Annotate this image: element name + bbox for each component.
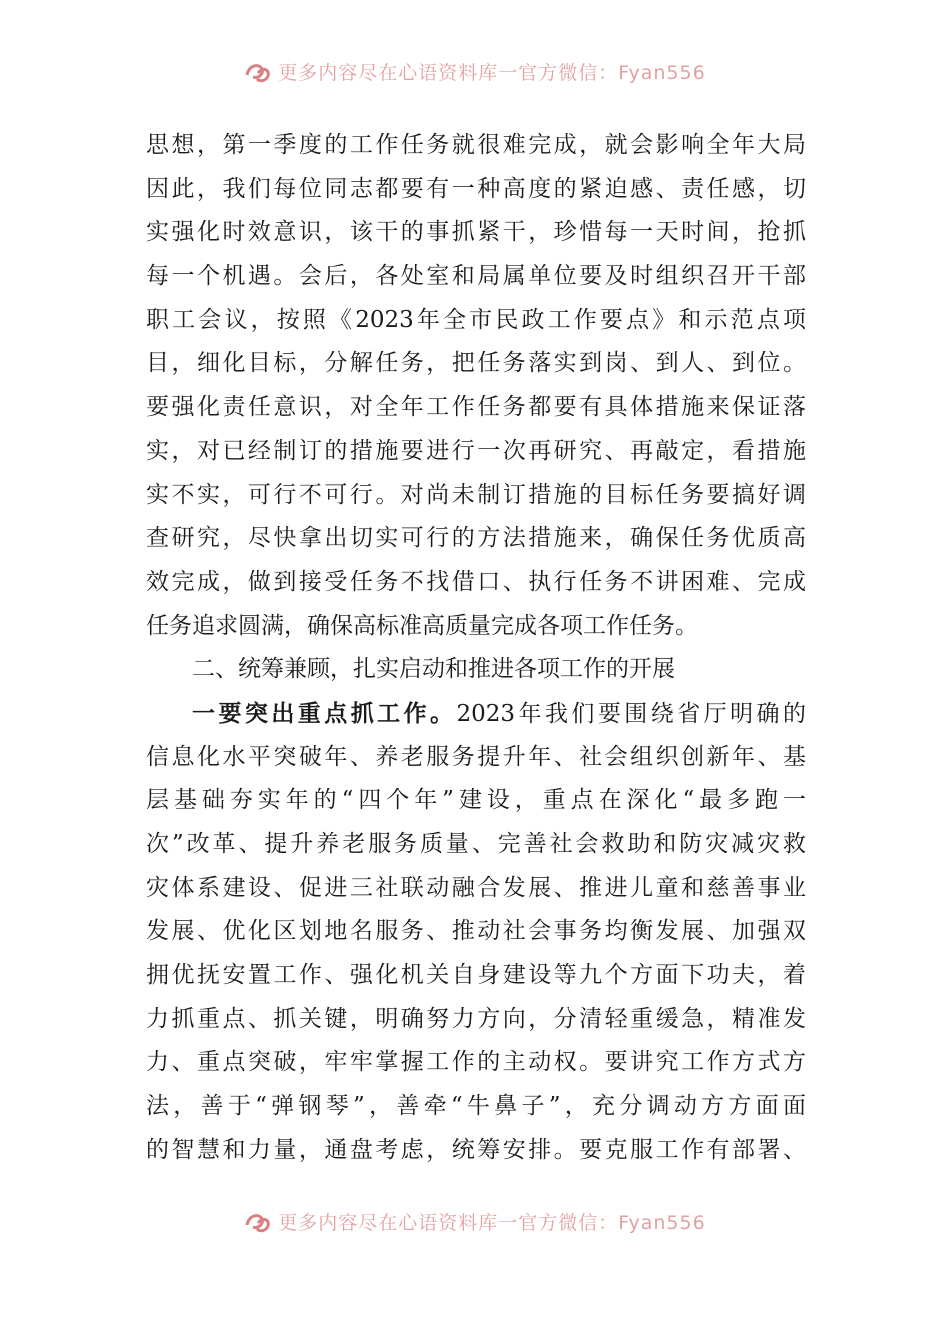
paragraph-first-line [146,692,806,736]
footer-watermark [0,1208,950,1235]
text-line: 职工会议，按照《2023年全市民政工作要点》和示范点项 [146,306,806,333]
text-line: 效完成，做到接受任务不找借口、执行任务不讲困难、完成 [146,568,806,595]
text-line: 灾体系建设、促进三社联动融合发展、推进儿童和慈善事业 [146,874,806,901]
header-watermark [0,58,950,85]
text-line: 拥优抚安置工作、强化机关自身建设等九个方面下功夫，着 [146,962,806,989]
text-line: 力、重点突破，牢牢掌握工作的主动权。要讲究工作方式方 [146,1049,806,1076]
watermark-logo-icon [244,61,272,83]
text-line: 力抓重点、抓关键，明确努力方向，分清轻重缓急，精准发 [146,1005,806,1032]
section-heading: 二、统筹兼顾，扎实启动和推进各项工作的开展 [192,656,675,683]
text-line: 要强化责任意识，对全年工作任务都要有具体措施来保证落 [146,394,806,421]
watermark-text: 更多内容尽在心语资料库一官方微信：Fyan556 [278,62,706,84]
paragraph-lead-bold: 一要突出重点抓工作。 [192,699,457,727]
document-body [146,124,806,1173]
text-line: 思想，第一季度的工作任务就很难完成，就会影响全年大局 [146,132,806,158]
text-line: 目，细化目标，分解任务，把任务落实到岗、到人、到位。 [146,350,806,377]
text-line: 法，善于“弹钢琴”，善牵“牛鼻子”，充分调动方方面面 [146,1093,806,1120]
watermark-text: 更多内容尽在心语资料库一官方微信：Fyan556 [278,1212,706,1234]
text-line: 每一个机遇。会后，各处室和局属单位要及时组织召开干部 [146,263,806,290]
text-line: 实，对已经制订的措施要进行一次再研究、再敲定，看措施 [146,437,806,464]
paragraph-lead-rest: 2023年我们要围绕省厅明确的 [456,700,807,727]
watermark-logo-icon [244,1211,272,1233]
text-line: 实强化时效意识，该干的事抓紧干，珍惜每一天时间，抢抓 [146,219,806,246]
text-line: 实不实，可行不可行。对尚未制订措施的目标任务要搞好调 [146,481,806,508]
text-line: 层基础夯实年的“四个年”建设，重点在深化“最多跑一 [146,787,806,814]
text-line: 因此，我们每位同志都要有一种高度的紧迫感、责任感，切 [146,175,806,202]
text-line: 次”改革、提升养老服务质量、完善社会救助和防灾减灾救 [146,831,806,857]
text-line: 的智慧和力量，通盘考虑，统筹安排。要克服工作有部署、 [146,1136,806,1163]
text-line: 发展、优化区划地名服务、推动社会事务均衡发展、加强双 [146,918,806,945]
text-line: 任务追求圆满，确保高标准高质量完成各项工作任务。 [146,612,698,639]
text-line: 查研究，尽快拿出切实可行的方法措施来，确保任务优质高 [146,525,806,552]
text-line: 信息化水平突破年、养老服务提升年、社会组织创新年、基 [146,743,806,770]
